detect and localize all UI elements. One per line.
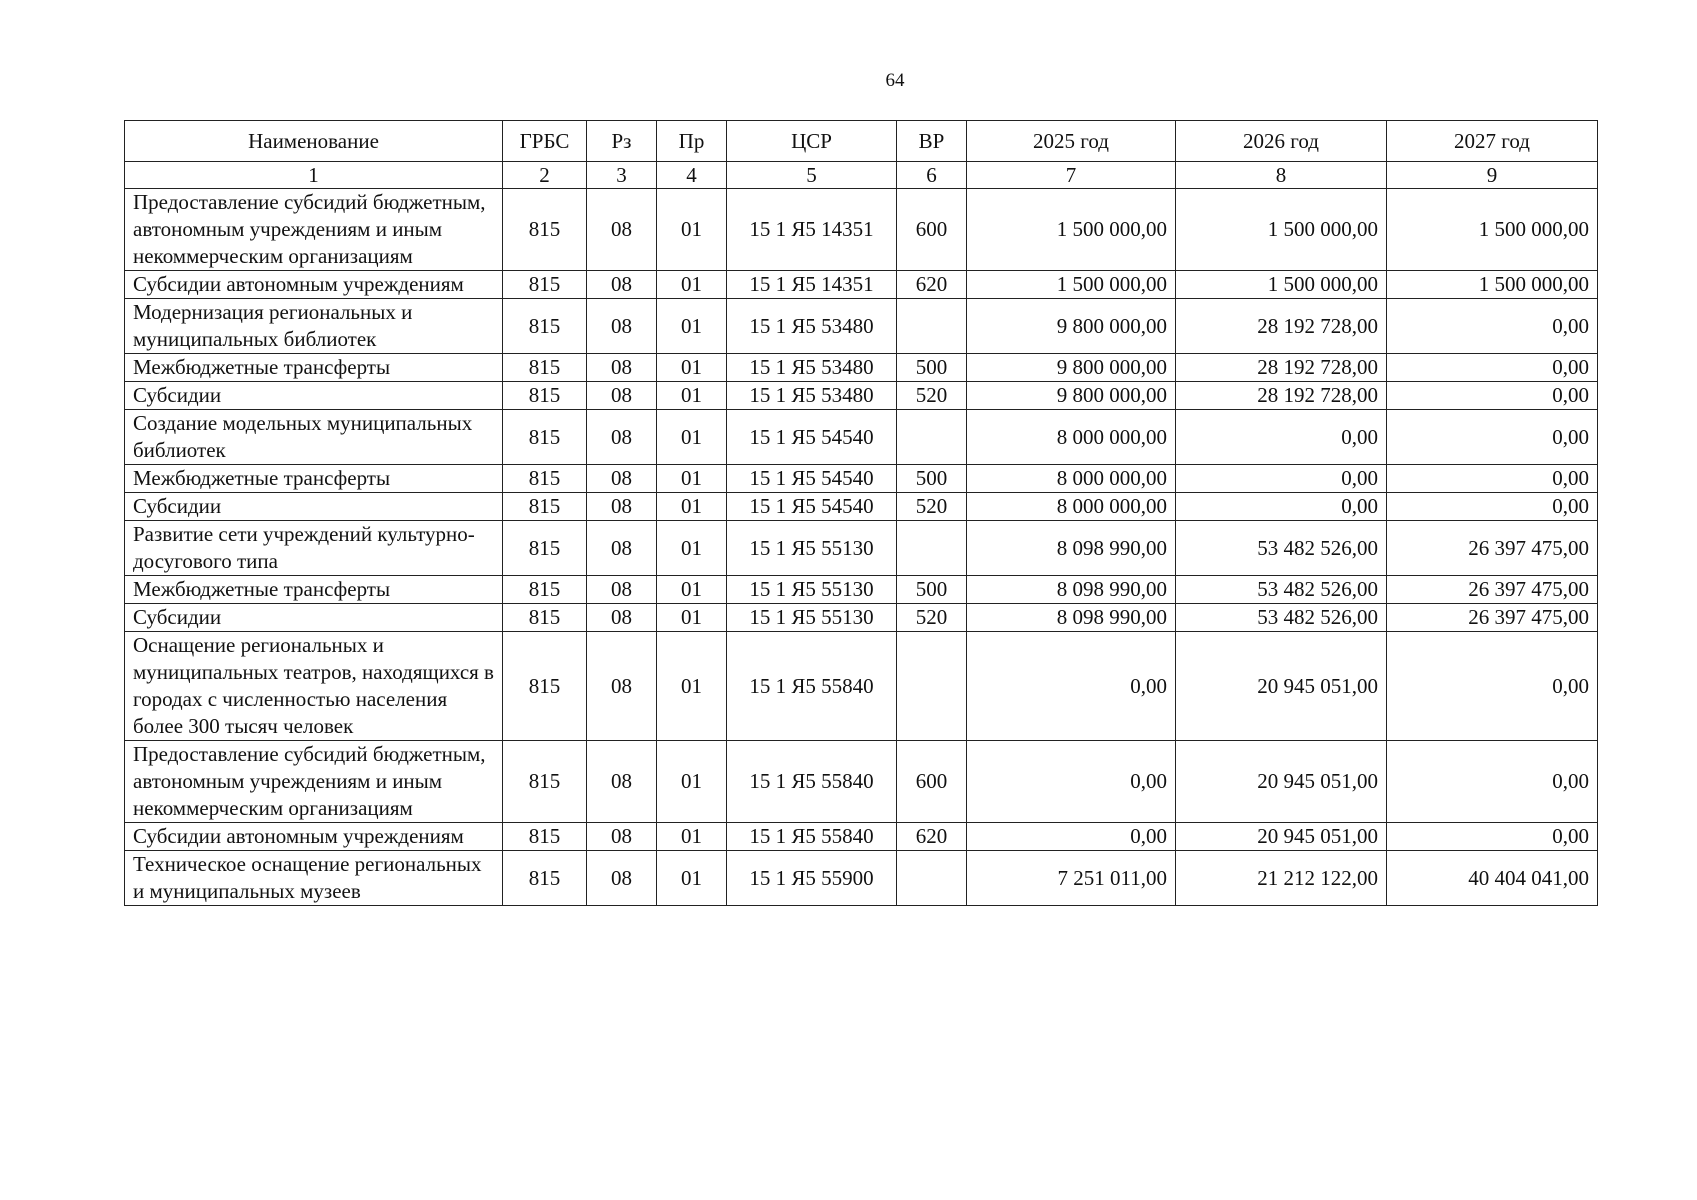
cell-grbs: 815 xyxy=(503,382,587,410)
cell-2026: 28 192 728,00 xyxy=(1176,354,1387,382)
cell-name: Предоставление субсидий бюджетным, автономным учреждениям и иным некоммерческим организациям xyxy=(125,741,503,823)
cell-2026: 20 945 051,00 xyxy=(1176,632,1387,741)
column-number-row xyxy=(125,162,1598,189)
cell-vr xyxy=(897,632,967,741)
cell-csr: 15 1 Я5 14351 xyxy=(727,189,897,271)
cell-csr: 15 1 Я5 55130 xyxy=(727,521,897,576)
cell-grbs: 815 xyxy=(503,410,587,465)
cell-2027: 0,00 xyxy=(1387,741,1598,823)
column-number: 8 xyxy=(1176,162,1387,189)
cell-vr: 500 xyxy=(897,576,967,604)
cell-csr: 15 1 Я5 55130 xyxy=(727,576,897,604)
cell-2027: 1 500 000,00 xyxy=(1387,271,1598,299)
cell-2025: 1 500 000,00 xyxy=(967,189,1176,271)
column-number: 5 xyxy=(727,162,897,189)
cell-pr: 01 xyxy=(657,382,727,410)
table-row xyxy=(125,271,1598,299)
cell-vr xyxy=(897,851,967,906)
cell-pr: 01 xyxy=(657,189,727,271)
cell-2026: 1 500 000,00 xyxy=(1176,189,1387,271)
cell-rz: 08 xyxy=(587,354,657,382)
cell-2026: 0,00 xyxy=(1176,410,1387,465)
cell-2027: 0,00 xyxy=(1387,354,1598,382)
cell-csr: 15 1 Я5 54540 xyxy=(727,493,897,521)
table-row xyxy=(125,189,1598,271)
cell-grbs: 815 xyxy=(503,521,587,576)
column-number: 7 xyxy=(967,162,1176,189)
cell-name: Создание модельных муниципальных библиотек xyxy=(125,410,503,465)
cell-vr: 500 xyxy=(897,465,967,493)
cell-rz: 08 xyxy=(587,382,657,410)
cell-rz: 08 xyxy=(587,604,657,632)
cell-vr xyxy=(897,521,967,576)
cell-2026: 1 500 000,00 xyxy=(1176,271,1387,299)
cell-name: Оснащение региональных и муниципальных театров, находящихся в городах с численностью населения более 300 тысяч человек xyxy=(125,632,503,741)
cell-2026: 28 192 728,00 xyxy=(1176,382,1387,410)
cell-2026: 53 482 526,00 xyxy=(1176,604,1387,632)
cell-2026: 21 212 122,00 xyxy=(1176,851,1387,906)
cell-2025: 9 800 000,00 xyxy=(967,354,1176,382)
cell-name: Межбюджетные трансферты xyxy=(125,576,503,604)
header-csr: ЦСР xyxy=(727,121,897,162)
cell-rz: 08 xyxy=(587,271,657,299)
cell-rz: 08 xyxy=(587,576,657,604)
cell-pr: 01 xyxy=(657,465,727,493)
cell-csr: 15 1 Я5 53480 xyxy=(727,354,897,382)
cell-2026: 20 945 051,00 xyxy=(1176,823,1387,851)
header-pr: Пр xyxy=(657,121,727,162)
cell-grbs: 815 xyxy=(503,851,587,906)
table-row xyxy=(125,299,1598,354)
cell-grbs: 815 xyxy=(503,632,587,741)
cell-name: Техническое оснащение региональных и муниципальных музеев xyxy=(125,851,503,906)
cell-pr: 01 xyxy=(657,823,727,851)
cell-csr: 15 1 Я5 55840 xyxy=(727,741,897,823)
cell-grbs: 815 xyxy=(503,189,587,271)
cell-grbs: 815 xyxy=(503,741,587,823)
cell-vr: 620 xyxy=(897,823,967,851)
cell-2027: 0,00 xyxy=(1387,493,1598,521)
cell-vr: 520 xyxy=(897,382,967,410)
cell-name: Субсидии xyxy=(125,493,503,521)
cell-csr: 15 1 Я5 54540 xyxy=(727,465,897,493)
cell-2025: 8 098 990,00 xyxy=(967,521,1176,576)
cell-pr: 01 xyxy=(657,354,727,382)
table-row xyxy=(125,354,1598,382)
cell-2025: 8 000 000,00 xyxy=(967,493,1176,521)
table-row xyxy=(125,823,1598,851)
cell-2025: 0,00 xyxy=(967,632,1176,741)
cell-vr: 520 xyxy=(897,604,967,632)
cell-2027: 26 397 475,00 xyxy=(1387,576,1598,604)
cell-2027: 0,00 xyxy=(1387,299,1598,354)
cell-2027: 0,00 xyxy=(1387,382,1598,410)
cell-2027: 0,00 xyxy=(1387,823,1598,851)
cell-grbs: 815 xyxy=(503,299,587,354)
cell-rz: 08 xyxy=(587,632,657,741)
table-row xyxy=(125,410,1598,465)
column-number: 9 xyxy=(1387,162,1598,189)
cell-name: Субсидии xyxy=(125,604,503,632)
cell-name: Межбюджетные трансферты xyxy=(125,465,503,493)
table-row xyxy=(125,382,1598,410)
cell-2026: 53 482 526,00 xyxy=(1176,576,1387,604)
table-row xyxy=(125,851,1598,906)
cell-pr: 01 xyxy=(657,299,727,354)
cell-grbs: 815 xyxy=(503,823,587,851)
cell-2026: 0,00 xyxy=(1176,465,1387,493)
column-number: 2 xyxy=(503,162,587,189)
cell-pr: 01 xyxy=(657,632,727,741)
table-row xyxy=(125,521,1598,576)
cell-rz: 08 xyxy=(587,741,657,823)
cell-csr: 15 1 Я5 55130 xyxy=(727,604,897,632)
cell-2027: 26 397 475,00 xyxy=(1387,604,1598,632)
cell-2026: 28 192 728,00 xyxy=(1176,299,1387,354)
cell-2026: 0,00 xyxy=(1176,493,1387,521)
cell-2025: 1 500 000,00 xyxy=(967,271,1176,299)
cell-pr: 01 xyxy=(657,271,727,299)
cell-2025: 9 800 000,00 xyxy=(967,299,1176,354)
cell-pr: 01 xyxy=(657,851,727,906)
cell-2025: 8 098 990,00 xyxy=(967,604,1176,632)
header-2026: 2026 год xyxy=(1176,121,1387,162)
table-row xyxy=(125,493,1598,521)
cell-csr: 15 1 Я5 14351 xyxy=(727,271,897,299)
cell-csr: 15 1 Я5 55900 xyxy=(727,851,897,906)
header-2027: 2027 год xyxy=(1387,121,1598,162)
cell-csr: 15 1 Я5 55840 xyxy=(727,632,897,741)
cell-pr: 01 xyxy=(657,521,727,576)
cell-pr: 01 xyxy=(657,410,727,465)
cell-2025: 7 251 011,00 xyxy=(967,851,1176,906)
cell-2027: 1 500 000,00 xyxy=(1387,189,1598,271)
cell-rz: 08 xyxy=(587,410,657,465)
cell-vr: 600 xyxy=(897,189,967,271)
cell-pr: 01 xyxy=(657,604,727,632)
cell-2025: 8 000 000,00 xyxy=(967,410,1176,465)
table-header-row xyxy=(125,121,1598,162)
cell-csr: 15 1 Я5 53480 xyxy=(727,382,897,410)
header-vr: ВР xyxy=(897,121,967,162)
cell-pr: 01 xyxy=(657,576,727,604)
column-number: 4 xyxy=(657,162,727,189)
column-number: 1 xyxy=(125,162,503,189)
cell-2027: 0,00 xyxy=(1387,410,1598,465)
cell-2026: 20 945 051,00 xyxy=(1176,741,1387,823)
cell-2025: 0,00 xyxy=(967,741,1176,823)
cell-rz: 08 xyxy=(587,851,657,906)
cell-grbs: 815 xyxy=(503,604,587,632)
cell-2027: 0,00 xyxy=(1387,465,1598,493)
table-row xyxy=(125,465,1598,493)
cell-grbs: 815 xyxy=(503,576,587,604)
table-body xyxy=(125,189,1598,906)
cell-pr: 01 xyxy=(657,493,727,521)
header-name: Наименование xyxy=(125,121,503,162)
header-grbs: ГРБС xyxy=(503,121,587,162)
table-row xyxy=(125,741,1598,823)
cell-2027: 0,00 xyxy=(1387,632,1598,741)
budget-table xyxy=(124,120,1598,906)
page-number: 64 xyxy=(885,70,905,91)
cell-2027: 40 404 041,00 xyxy=(1387,851,1598,906)
cell-grbs: 815 xyxy=(503,493,587,521)
cell-csr: 15 1 Я5 53480 xyxy=(727,299,897,354)
cell-grbs: 815 xyxy=(503,465,587,493)
cell-csr: 15 1 Я5 55840 xyxy=(727,823,897,851)
cell-2025: 8 098 990,00 xyxy=(967,576,1176,604)
table-row xyxy=(125,576,1598,604)
cell-vr: 600 xyxy=(897,741,967,823)
column-number: 3 xyxy=(587,162,657,189)
cell-grbs: 815 xyxy=(503,271,587,299)
cell-2025: 9 800 000,00 xyxy=(967,382,1176,410)
cell-vr: 620 xyxy=(897,271,967,299)
cell-csr: 15 1 Я5 54540 xyxy=(727,410,897,465)
cell-rz: 08 xyxy=(587,465,657,493)
cell-pr: 01 xyxy=(657,741,727,823)
cell-2025: 8 000 000,00 xyxy=(967,465,1176,493)
cell-rz: 08 xyxy=(587,299,657,354)
cell-rz: 08 xyxy=(587,521,657,576)
header-2025: 2025 год xyxy=(967,121,1176,162)
cell-vr: 500 xyxy=(897,354,967,382)
table-row xyxy=(125,632,1598,741)
cell-vr xyxy=(897,299,967,354)
cell-rz: 08 xyxy=(587,189,657,271)
cell-name: Модернизация региональных и муниципальных библиотек xyxy=(125,299,503,354)
table-row xyxy=(125,604,1598,632)
cell-name: Субсидии xyxy=(125,382,503,410)
cell-name: Субсидии автономным учреждениям xyxy=(125,271,503,299)
cell-name: Межбюджетные трансферты xyxy=(125,354,503,382)
cell-2025: 0,00 xyxy=(967,823,1176,851)
cell-name: Предоставление субсидий бюджетным, автономным учреждениям и иным некоммерческим организациям xyxy=(125,189,503,271)
cell-rz: 08 xyxy=(587,823,657,851)
cell-vr xyxy=(897,410,967,465)
cell-grbs: 815 xyxy=(503,354,587,382)
cell-2026: 53 482 526,00 xyxy=(1176,521,1387,576)
header-rz: Рз xyxy=(587,121,657,162)
cell-name: Субсидии автономным учреждениям xyxy=(125,823,503,851)
cell-rz: 08 xyxy=(587,493,657,521)
cell-vr: 520 xyxy=(897,493,967,521)
cell-name: Развитие сети учреждений культурно-досугового типа xyxy=(125,521,503,576)
column-number: 6 xyxy=(897,162,967,189)
cell-2027: 26 397 475,00 xyxy=(1387,521,1598,576)
